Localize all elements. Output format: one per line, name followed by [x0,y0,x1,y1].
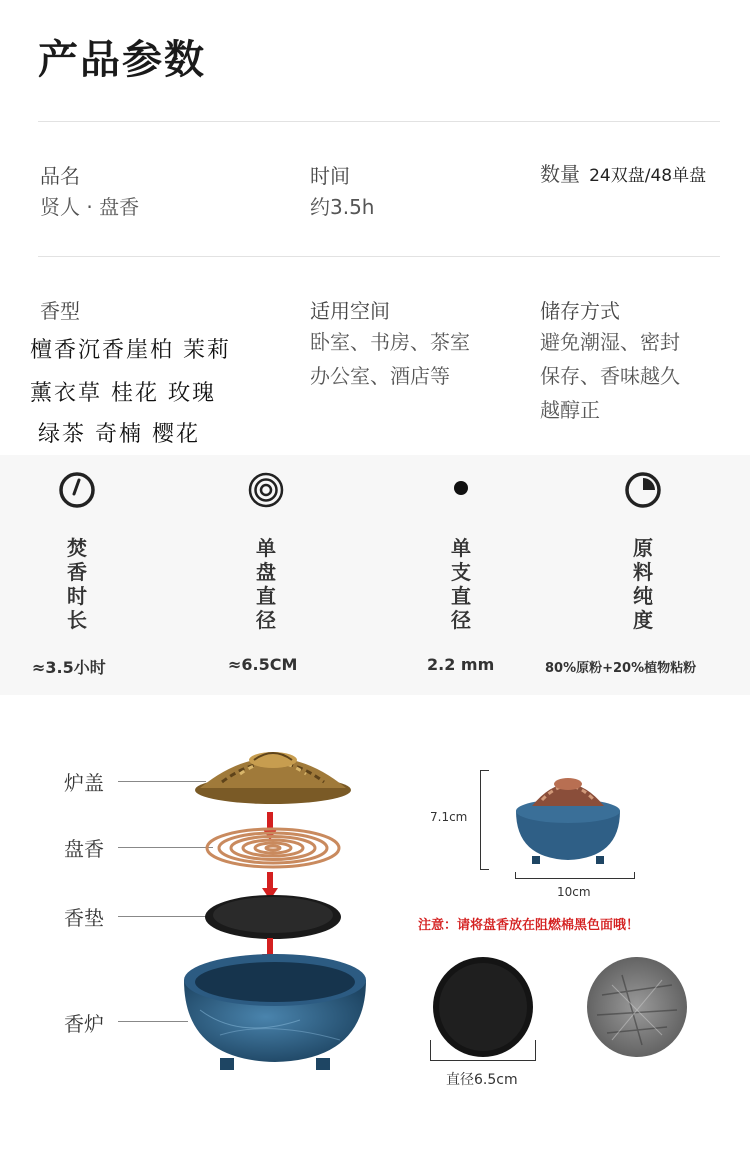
silver-pad-image [582,955,692,1065]
time-value: 约3.5h [310,195,375,219]
space-line: 卧室、书房、茶室 [310,330,470,354]
time-label: 时间 [310,164,350,188]
leader-line [118,916,206,917]
pad-diameter-bracket [430,1040,536,1061]
feature-value: 80%原粉+20%植物粘粉 [545,661,697,676]
feature-value: ≈3.5小时 [32,658,106,677]
divider [38,256,720,257]
feature-label: 原料纯度 [633,536,653,632]
scent-line: 薰衣草 桂花 玫瑰 [30,381,216,406]
pad-diameter: 直径6.5cm [446,1072,518,1088]
width-dimension-bracket [515,872,635,879]
quantity-value: 24双盘/48单盘 [589,166,707,186]
clock-icon [57,470,97,510]
feature-label: 单盘直径 [256,536,276,632]
feature-burn-time [17,470,137,632]
dot-icon [441,470,481,510]
space-label: 适用空间 [310,299,390,323]
space-line: 办公室、酒店等 [310,364,450,388]
feature-label: 单支直径 [451,536,471,632]
lid-image [192,738,354,812]
height-dimension: 7.1cm [430,810,468,824]
part-label-pad: 香垫 [64,906,104,930]
pie-icon [623,470,663,510]
scent-line: 檀香沉香崖柏 茉莉 [30,338,231,363]
part-label-coil: 盘香 [64,837,104,861]
height-dimension-bracket [480,770,489,870]
quantity-spec [540,158,706,187]
scent-line: 绿茶 奇楠 樱花 [38,422,200,447]
name-label: 品名 [40,164,80,188]
feature-coil-diameter [206,470,326,632]
storage-line: 避免潮湿、密封 [540,330,680,354]
feature-purity [583,470,703,632]
burner-with-lid-image [508,766,628,866]
feature-label: 焚香时长 [67,536,87,632]
part-label-lid: 炉盖 [64,771,104,795]
name-value: 贤人 · 盘香 [40,195,140,219]
width-dimension: 10cm [557,885,591,899]
storage-label: 储存方式 [540,299,620,323]
divider [38,121,720,122]
scent-label: 香型 [40,299,80,323]
feature-value: ≈6.5CM [228,655,298,674]
storage-line: 越醇正 [540,398,600,422]
page-title: 产品参数 [38,37,206,83]
feature-stick-diameter [401,470,521,632]
storage-line: 保存、香味越久 [540,364,680,388]
spiral-icon [246,470,286,510]
part-label-burner: 香炉 [64,1012,104,1036]
feature-value: 2.2 mm [427,655,495,674]
quantity-label: 数量 [540,162,580,186]
pad-image [203,892,343,942]
leader-line [118,847,213,848]
burner-image [180,950,370,1075]
coil-incense-image [203,826,343,870]
placement-note: 注意：请将盘香放在阻燃棉黑色面哦！ [418,918,640,933]
leader-line [118,1021,188,1022]
